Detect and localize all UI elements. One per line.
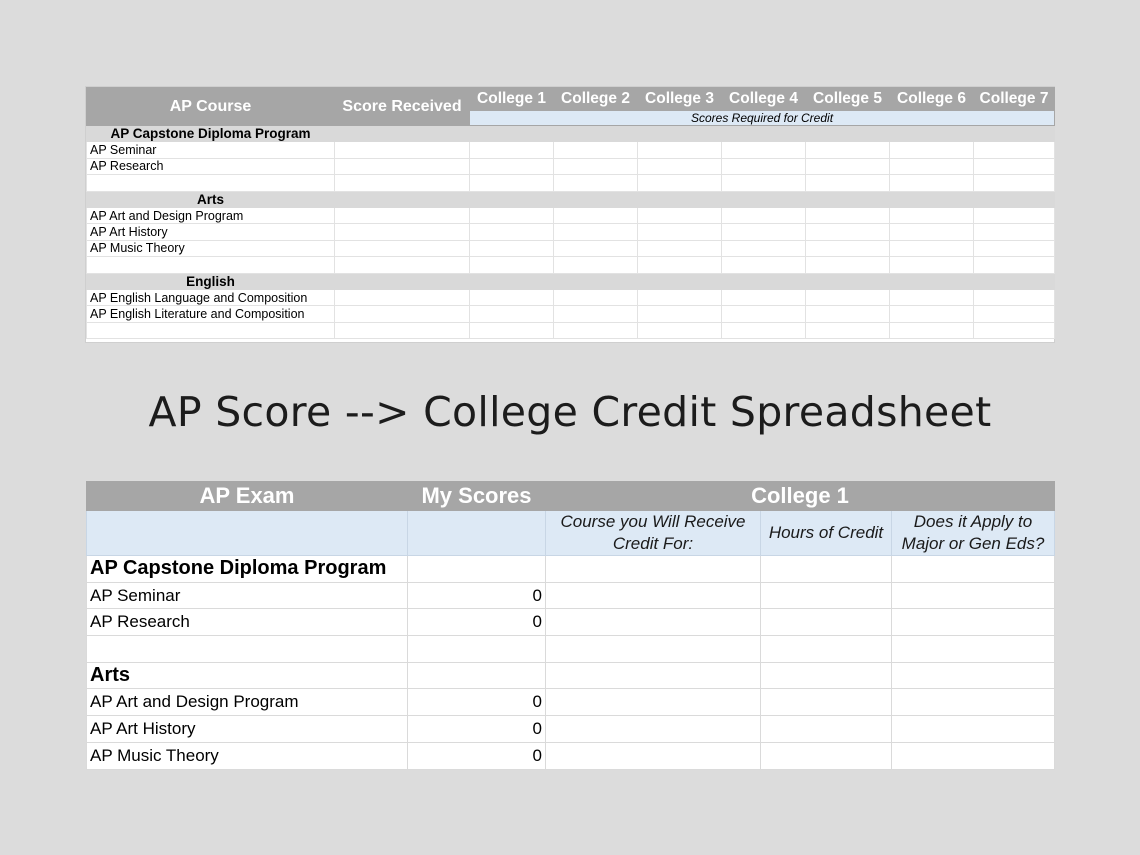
- category-row: [87, 126, 1055, 142]
- cell[interactable]: [554, 240, 638, 256]
- cell[interactable]: [470, 289, 554, 305]
- cell[interactable]: [554, 322, 638, 338]
- cell[interactable]: [638, 322, 722, 338]
- cell[interactable]: [87, 257, 335, 273]
- course-row: [87, 240, 1055, 256]
- cell[interactable]: [974, 175, 1055, 191]
- cell[interactable]: [335, 191, 470, 207]
- category-label[interactable]: Arts: [87, 662, 408, 689]
- cell[interactable]: [335, 142, 470, 158]
- cell[interactable]: [890, 191, 974, 207]
- cell[interactable]: [470, 126, 554, 142]
- cell[interactable]: [890, 207, 974, 223]
- cell[interactable]: [761, 742, 892, 769]
- header-college-7[interactable]: College 7: [974, 88, 1055, 111]
- course-name-cell[interactable]: AP Art History: [87, 224, 335, 240]
- header-college-1[interactable]: College 1: [470, 88, 554, 111]
- header-ap-course[interactable]: AP Course: [87, 88, 335, 126]
- category-label[interactable]: English: [87, 273, 335, 289]
- blank-cell[interactable]: [87, 511, 408, 556]
- header-college-1[interactable]: College 1: [546, 482, 1055, 511]
- cell[interactable]: [554, 175, 638, 191]
- cell[interactable]: [335, 126, 470, 142]
- score-requirements-sheet: [86, 87, 1054, 342]
- subheader-hours-credit[interactable]: Hours of Credit: [761, 511, 892, 556]
- cell[interactable]: [554, 191, 638, 207]
- course-name-cell[interactable]: AP Seminar: [87, 142, 335, 158]
- cell[interactable]: [554, 224, 638, 240]
- cell[interactable]: [554, 158, 638, 174]
- cell[interactable]: [974, 158, 1055, 174]
- cell[interactable]: [892, 556, 1055, 583]
- score-cell[interactable]: 0: [408, 582, 546, 609]
- cell[interactable]: [722, 322, 806, 338]
- cell[interactable]: [638, 175, 722, 191]
- cell[interactable]: [554, 126, 638, 142]
- cell[interactable]: [722, 273, 806, 289]
- cell[interactable]: [806, 142, 890, 158]
- cell[interactable]: [890, 126, 974, 142]
- cell[interactable]: [470, 207, 554, 223]
- cell[interactable]: [470, 158, 554, 174]
- cell[interactable]: [335, 224, 470, 240]
- cell[interactable]: [638, 126, 722, 142]
- cell[interactable]: [974, 240, 1055, 256]
- header-my-scores[interactable]: My Scores: [408, 482, 546, 511]
- cell[interactable]: [546, 689, 761, 716]
- header-college-5[interactable]: College 5: [806, 88, 890, 111]
- score-cell[interactable]: 0: [408, 742, 546, 769]
- cell[interactable]: [470, 273, 554, 289]
- course-name-cell[interactable]: AP English Literature and Composition: [87, 306, 335, 322]
- cell[interactable]: [638, 158, 722, 174]
- score-cell[interactable]: 0: [408, 609, 546, 636]
- course-row: [87, 689, 1055, 716]
- cell[interactable]: [892, 716, 1055, 743]
- cell[interactable]: [554, 257, 638, 273]
- cell[interactable]: [806, 257, 890, 273]
- exam-name-cell[interactable]: AP Art and Design Program: [87, 689, 408, 716]
- cell[interactable]: [722, 126, 806, 142]
- exam-name-cell[interactable]: AP Research: [87, 609, 408, 636]
- cell[interactable]: [761, 689, 892, 716]
- cell[interactable]: [546, 636, 761, 663]
- cell[interactable]: [974, 273, 1055, 289]
- cell[interactable]: [974, 191, 1055, 207]
- page-title: AP Score --> College Credit Spreadsheet: [148, 388, 992, 436]
- cell[interactable]: [974, 289, 1055, 305]
- blank-row: [87, 322, 1055, 338]
- cell[interactable]: [761, 636, 892, 663]
- cell[interactable]: [806, 207, 890, 223]
- cell[interactable]: [335, 306, 470, 322]
- course-row: [87, 224, 1055, 240]
- scores-required-subheader[interactable]: Scores Required for Credit: [470, 111, 1055, 126]
- score-cell[interactable]: 0: [408, 689, 546, 716]
- course-row: [87, 306, 1055, 322]
- cell[interactable]: [335, 322, 470, 338]
- course-row: [87, 158, 1055, 174]
- cell[interactable]: [87, 175, 335, 191]
- cell[interactable]: [335, 289, 470, 305]
- cell[interactable]: [892, 609, 1055, 636]
- cell[interactable]: [546, 609, 761, 636]
- cell[interactable]: [470, 257, 554, 273]
- cell[interactable]: [974, 224, 1055, 240]
- exam-name-cell[interactable]: AP Seminar: [87, 582, 408, 609]
- cell[interactable]: [806, 126, 890, 142]
- cell[interactable]: [722, 257, 806, 273]
- cell[interactable]: [761, 662, 892, 689]
- cell[interactable]: [892, 662, 1055, 689]
- subheader-course-credit[interactable]: Course you Will Receive Credit For:: [546, 511, 761, 556]
- cell[interactable]: [722, 158, 806, 174]
- cell[interactable]: [806, 322, 890, 338]
- course-row: [87, 207, 1055, 223]
- cell[interactable]: [638, 207, 722, 223]
- cell[interactable]: [722, 306, 806, 322]
- course-row: [87, 742, 1055, 769]
- category-label[interactable]: Arts: [87, 191, 335, 207]
- cell[interactable]: [892, 689, 1055, 716]
- cell[interactable]: [722, 207, 806, 223]
- header-college-6[interactable]: College 6: [890, 88, 974, 111]
- subheader-apply-major[interactable]: Does it Apply to Major or Gen Eds?: [892, 511, 1055, 556]
- blank-row: [87, 636, 1055, 663]
- cell[interactable]: [890, 240, 974, 256]
- cell[interactable]: [974, 322, 1055, 338]
- cell[interactable]: [806, 191, 890, 207]
- cell[interactable]: [470, 322, 554, 338]
- course-row: [87, 716, 1055, 743]
- cell[interactable]: [722, 191, 806, 207]
- cell[interactable]: [761, 609, 892, 636]
- cell[interactable]: [890, 175, 974, 191]
- cell[interactable]: [638, 289, 722, 305]
- cell[interactable]: [761, 582, 892, 609]
- course-name-cell[interactable]: AP Art and Design Program: [87, 207, 335, 223]
- cell[interactable]: [890, 273, 974, 289]
- cell[interactable]: [761, 556, 892, 583]
- blank-row: [87, 257, 1055, 273]
- cell[interactable]: [87, 636, 408, 663]
- cell[interactable]: [546, 662, 761, 689]
- cell[interactable]: [638, 191, 722, 207]
- cell[interactable]: [890, 224, 974, 240]
- cell[interactable]: [335, 207, 470, 223]
- cell[interactable]: [974, 306, 1055, 322]
- cell[interactable]: [554, 289, 638, 305]
- cell[interactable]: [546, 742, 761, 769]
- cell[interactable]: [638, 306, 722, 322]
- cell[interactable]: [638, 257, 722, 273]
- cell[interactable]: [470, 306, 554, 322]
- cell[interactable]: [722, 240, 806, 256]
- course-row: [87, 609, 1055, 636]
- cell[interactable]: [546, 582, 761, 609]
- cell[interactable]: [761, 716, 892, 743]
- header-college-4[interactable]: College 4: [722, 88, 806, 111]
- cell[interactable]: [974, 126, 1055, 142]
- cell[interactable]: [638, 142, 722, 158]
- cell[interactable]: [554, 273, 638, 289]
- cell[interactable]: [554, 306, 638, 322]
- cell[interactable]: [890, 142, 974, 158]
- header-college-3[interactable]: College 3: [638, 88, 722, 111]
- cell[interactable]: [890, 322, 974, 338]
- cell[interactable]: [470, 240, 554, 256]
- cell[interactable]: [890, 158, 974, 174]
- header-score-received[interactable]: Score Received: [335, 88, 470, 126]
- cell[interactable]: [335, 273, 470, 289]
- course-name-cell[interactable]: AP Music Theory: [87, 240, 335, 256]
- cell[interactable]: [335, 158, 470, 174]
- cell[interactable]: [974, 207, 1055, 223]
- category-row: [87, 191, 1055, 207]
- blank-row: [87, 175, 1055, 191]
- cell[interactable]: [638, 224, 722, 240]
- exam-name-cell[interactable]: AP Art History: [87, 716, 408, 743]
- course-row: [87, 289, 1055, 305]
- cell[interactable]: [470, 142, 554, 158]
- header-college-2[interactable]: College 2: [554, 88, 638, 111]
- header-ap-exam[interactable]: AP Exam: [87, 482, 408, 511]
- cell[interactable]: [335, 240, 470, 256]
- cell[interactable]: [470, 175, 554, 191]
- cell[interactable]: [892, 742, 1055, 769]
- cell[interactable]: [806, 273, 890, 289]
- cell[interactable]: [974, 142, 1055, 158]
- cell[interactable]: [806, 224, 890, 240]
- score-requirements-table: [86, 87, 1055, 339]
- cell[interactable]: [722, 175, 806, 191]
- cell[interactable]: [470, 224, 554, 240]
- cell[interactable]: [806, 289, 890, 305]
- score-cell[interactable]: 0: [408, 716, 546, 743]
- cell[interactable]: [722, 289, 806, 305]
- cell[interactable]: [638, 240, 722, 256]
- cell[interactable]: [335, 257, 470, 273]
- cell[interactable]: [408, 662, 546, 689]
- cell[interactable]: [87, 322, 335, 338]
- category-row: [87, 662, 1055, 689]
- cell[interactable]: [335, 175, 470, 191]
- cell[interactable]: [554, 207, 638, 223]
- category-label[interactable]: AP Capstone Diploma Program: [87, 556, 408, 583]
- exam-name-cell[interactable]: AP Music Theory: [87, 742, 408, 769]
- cell[interactable]: [892, 582, 1055, 609]
- course-name-cell[interactable]: AP Research: [87, 158, 335, 174]
- cell[interactable]: [806, 175, 890, 191]
- cell[interactable]: [408, 636, 546, 663]
- course-row: [87, 142, 1055, 158]
- blank-cell[interactable]: [408, 511, 546, 556]
- cell[interactable]: [554, 142, 638, 158]
- category-row: [87, 273, 1055, 289]
- cell[interactable]: [470, 191, 554, 207]
- cell[interactable]: [974, 257, 1055, 273]
- college-credit-sheet: [86, 481, 1054, 770]
- course-row: [87, 582, 1055, 609]
- cell[interactable]: [806, 158, 890, 174]
- cell[interactable]: [806, 306, 890, 322]
- course-name-cell[interactable]: AP English Language and Composition: [87, 289, 335, 305]
- cell[interactable]: [890, 289, 974, 305]
- cell[interactable]: [638, 273, 722, 289]
- cell[interactable]: [806, 240, 890, 256]
- cell[interactable]: [890, 306, 974, 322]
- cell[interactable]: [722, 142, 806, 158]
- cell[interactable]: [546, 716, 761, 743]
- cell[interactable]: [408, 556, 546, 583]
- college-credit-table: [86, 481, 1055, 770]
- category-row: [87, 556, 1055, 583]
- cell[interactable]: [892, 636, 1055, 663]
- cell[interactable]: [546, 556, 761, 583]
- category-label[interactable]: AP Capstone Diploma Program: [87, 126, 335, 142]
- cell[interactable]: [890, 257, 974, 273]
- cell[interactable]: [722, 224, 806, 240]
